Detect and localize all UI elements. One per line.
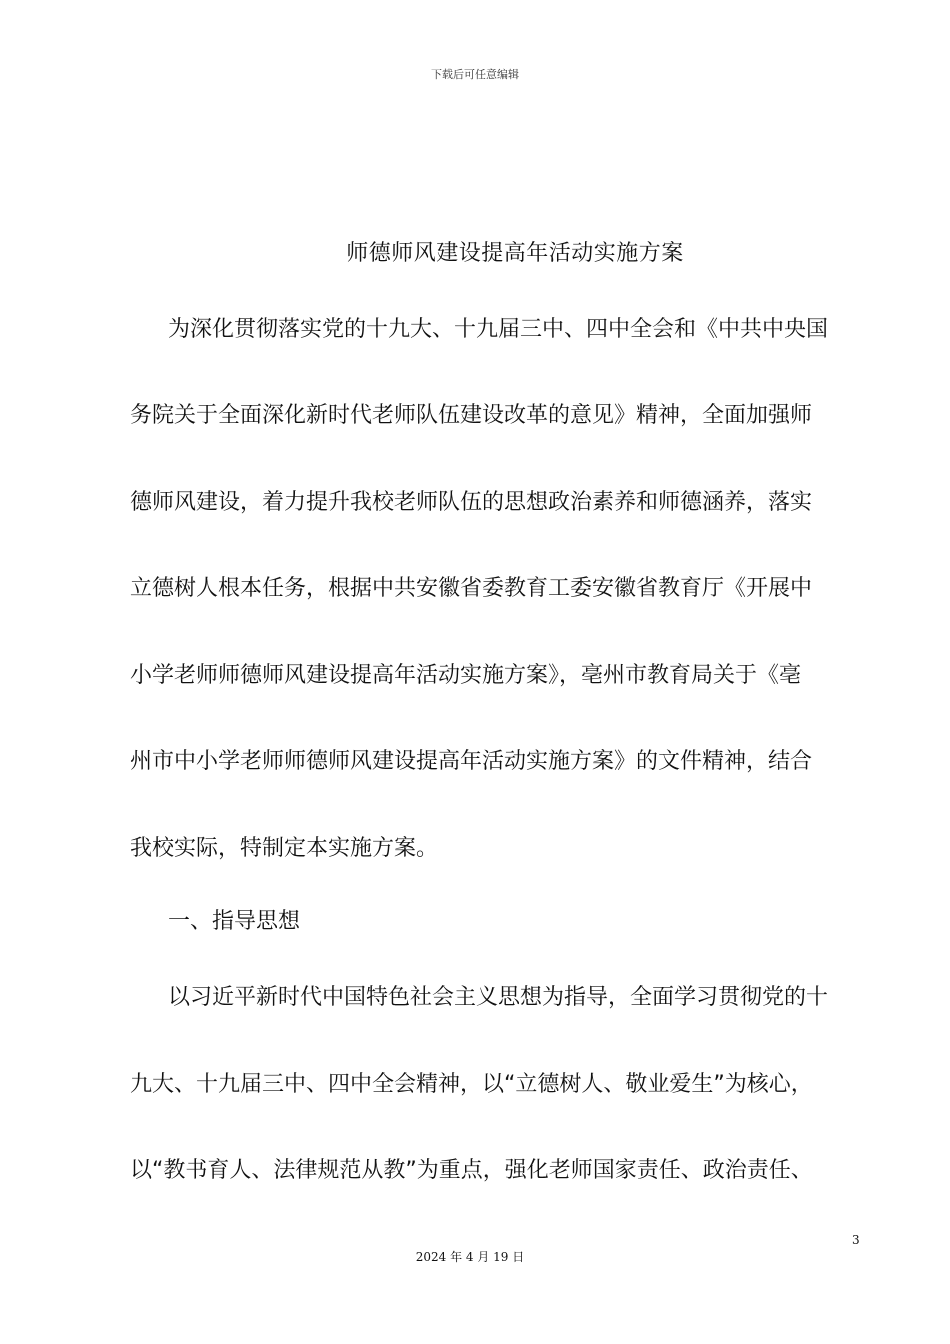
paragraph-line: 德师风建设，着力提升我校老师队伍的思想政治素养和师德涵养，落实 (130, 490, 813, 515)
section-heading: 一、指导思想 (168, 909, 301, 934)
paragraph-line: 小学老师师德师风建设提高年活动实施方案》，亳州市教育局关于《亳 (130, 663, 802, 688)
footer-date: 2024 年 4 月 19 日 (415, 1250, 525, 1264)
paragraph-line: 务院关于全面深化新时代老师队伍建设改革的意见》精神，全面加强师 (130, 403, 813, 428)
paragraph-line: 我校实际，特制定本实施方案。 (130, 836, 439, 861)
paragraph-line: 九大、十九届三中、四中全会精神，以“立德树人、敬业爱生”为核心， (130, 1072, 813, 1097)
document-title: 师德师风建设提高年活动实施方案 (346, 241, 684, 266)
paragraph-line: 州市中小学老师师德师风建设提高年活动实施方案》的文件精神，结合 (130, 749, 813, 774)
paragraph-line: 为深化贯彻落实党的十九大、十九届三中、四中全会和《中共中央国 (168, 317, 829, 342)
paragraph-line: 以“教书育人、法律规范从教”为重点，强化老师国家责任、政治责任、 (130, 1158, 813, 1183)
paragraph-line: 立德树人根本任务，根据中共安徽省委教育工委安徽省教育厅《开展中 (130, 576, 813, 601)
page-number: 3 (852, 1233, 860, 1247)
page-header: 下载后可任意编辑 (431, 68, 519, 81)
paragraph-line: 以习近平新时代中国特色社会主义思想为指导，全面学习贯彻党的十 (168, 985, 829, 1010)
